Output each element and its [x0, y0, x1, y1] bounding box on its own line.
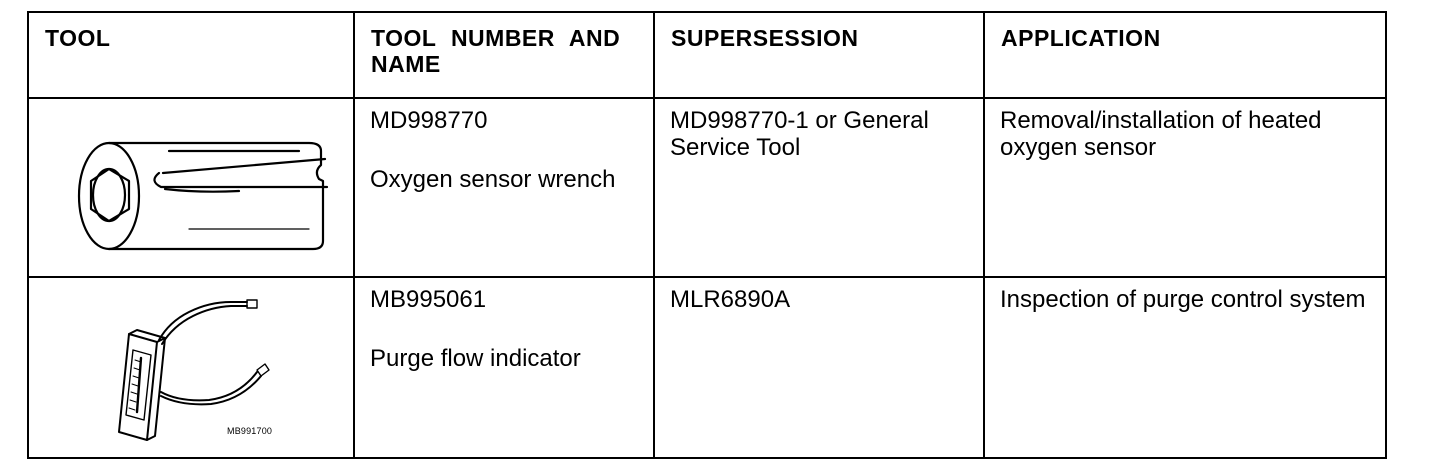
oxygen-sensor-wrench-icon: [69, 129, 339, 259]
tool-number: MD998770: [370, 107, 488, 134]
tool-number-and-name-cell: [354, 277, 654, 458]
special-tools-table: [27, 11, 1387, 459]
header-supersession: SUPERSESSION: [654, 12, 984, 98]
tool-name: Oxygen sensor wrench: [370, 166, 616, 193]
tool-illustration-cell: [28, 277, 354, 458]
tool-number: MB995061: [370, 286, 487, 313]
header-tool-number-and-name: TOOL NUMBER AND NAME: [354, 12, 654, 98]
purge-flow-indicator-icon: [99, 292, 309, 442]
tool-name: Purge flow indicator: [370, 345, 581, 372]
header-tool: TOOL: [28, 12, 354, 98]
table-row: [28, 98, 1386, 277]
figure-label: MB991700: [227, 426, 273, 436]
header-row: [28, 12, 1386, 98]
application-cell: Removal/installation of heated oxygen sensor: [984, 98, 1386, 277]
table-row: [28, 277, 1386, 458]
header-application: APPLICATION: [984, 12, 1386, 98]
tool-illustration-cell: [28, 98, 354, 277]
supersession-cell: MD998770-1 or General Service Tool: [654, 98, 984, 277]
application-cell: Inspection of purge control system: [984, 277, 1386, 458]
supersession-cell: MLR6890A: [654, 277, 984, 458]
tool-number-and-name-cell: [354, 98, 654, 277]
